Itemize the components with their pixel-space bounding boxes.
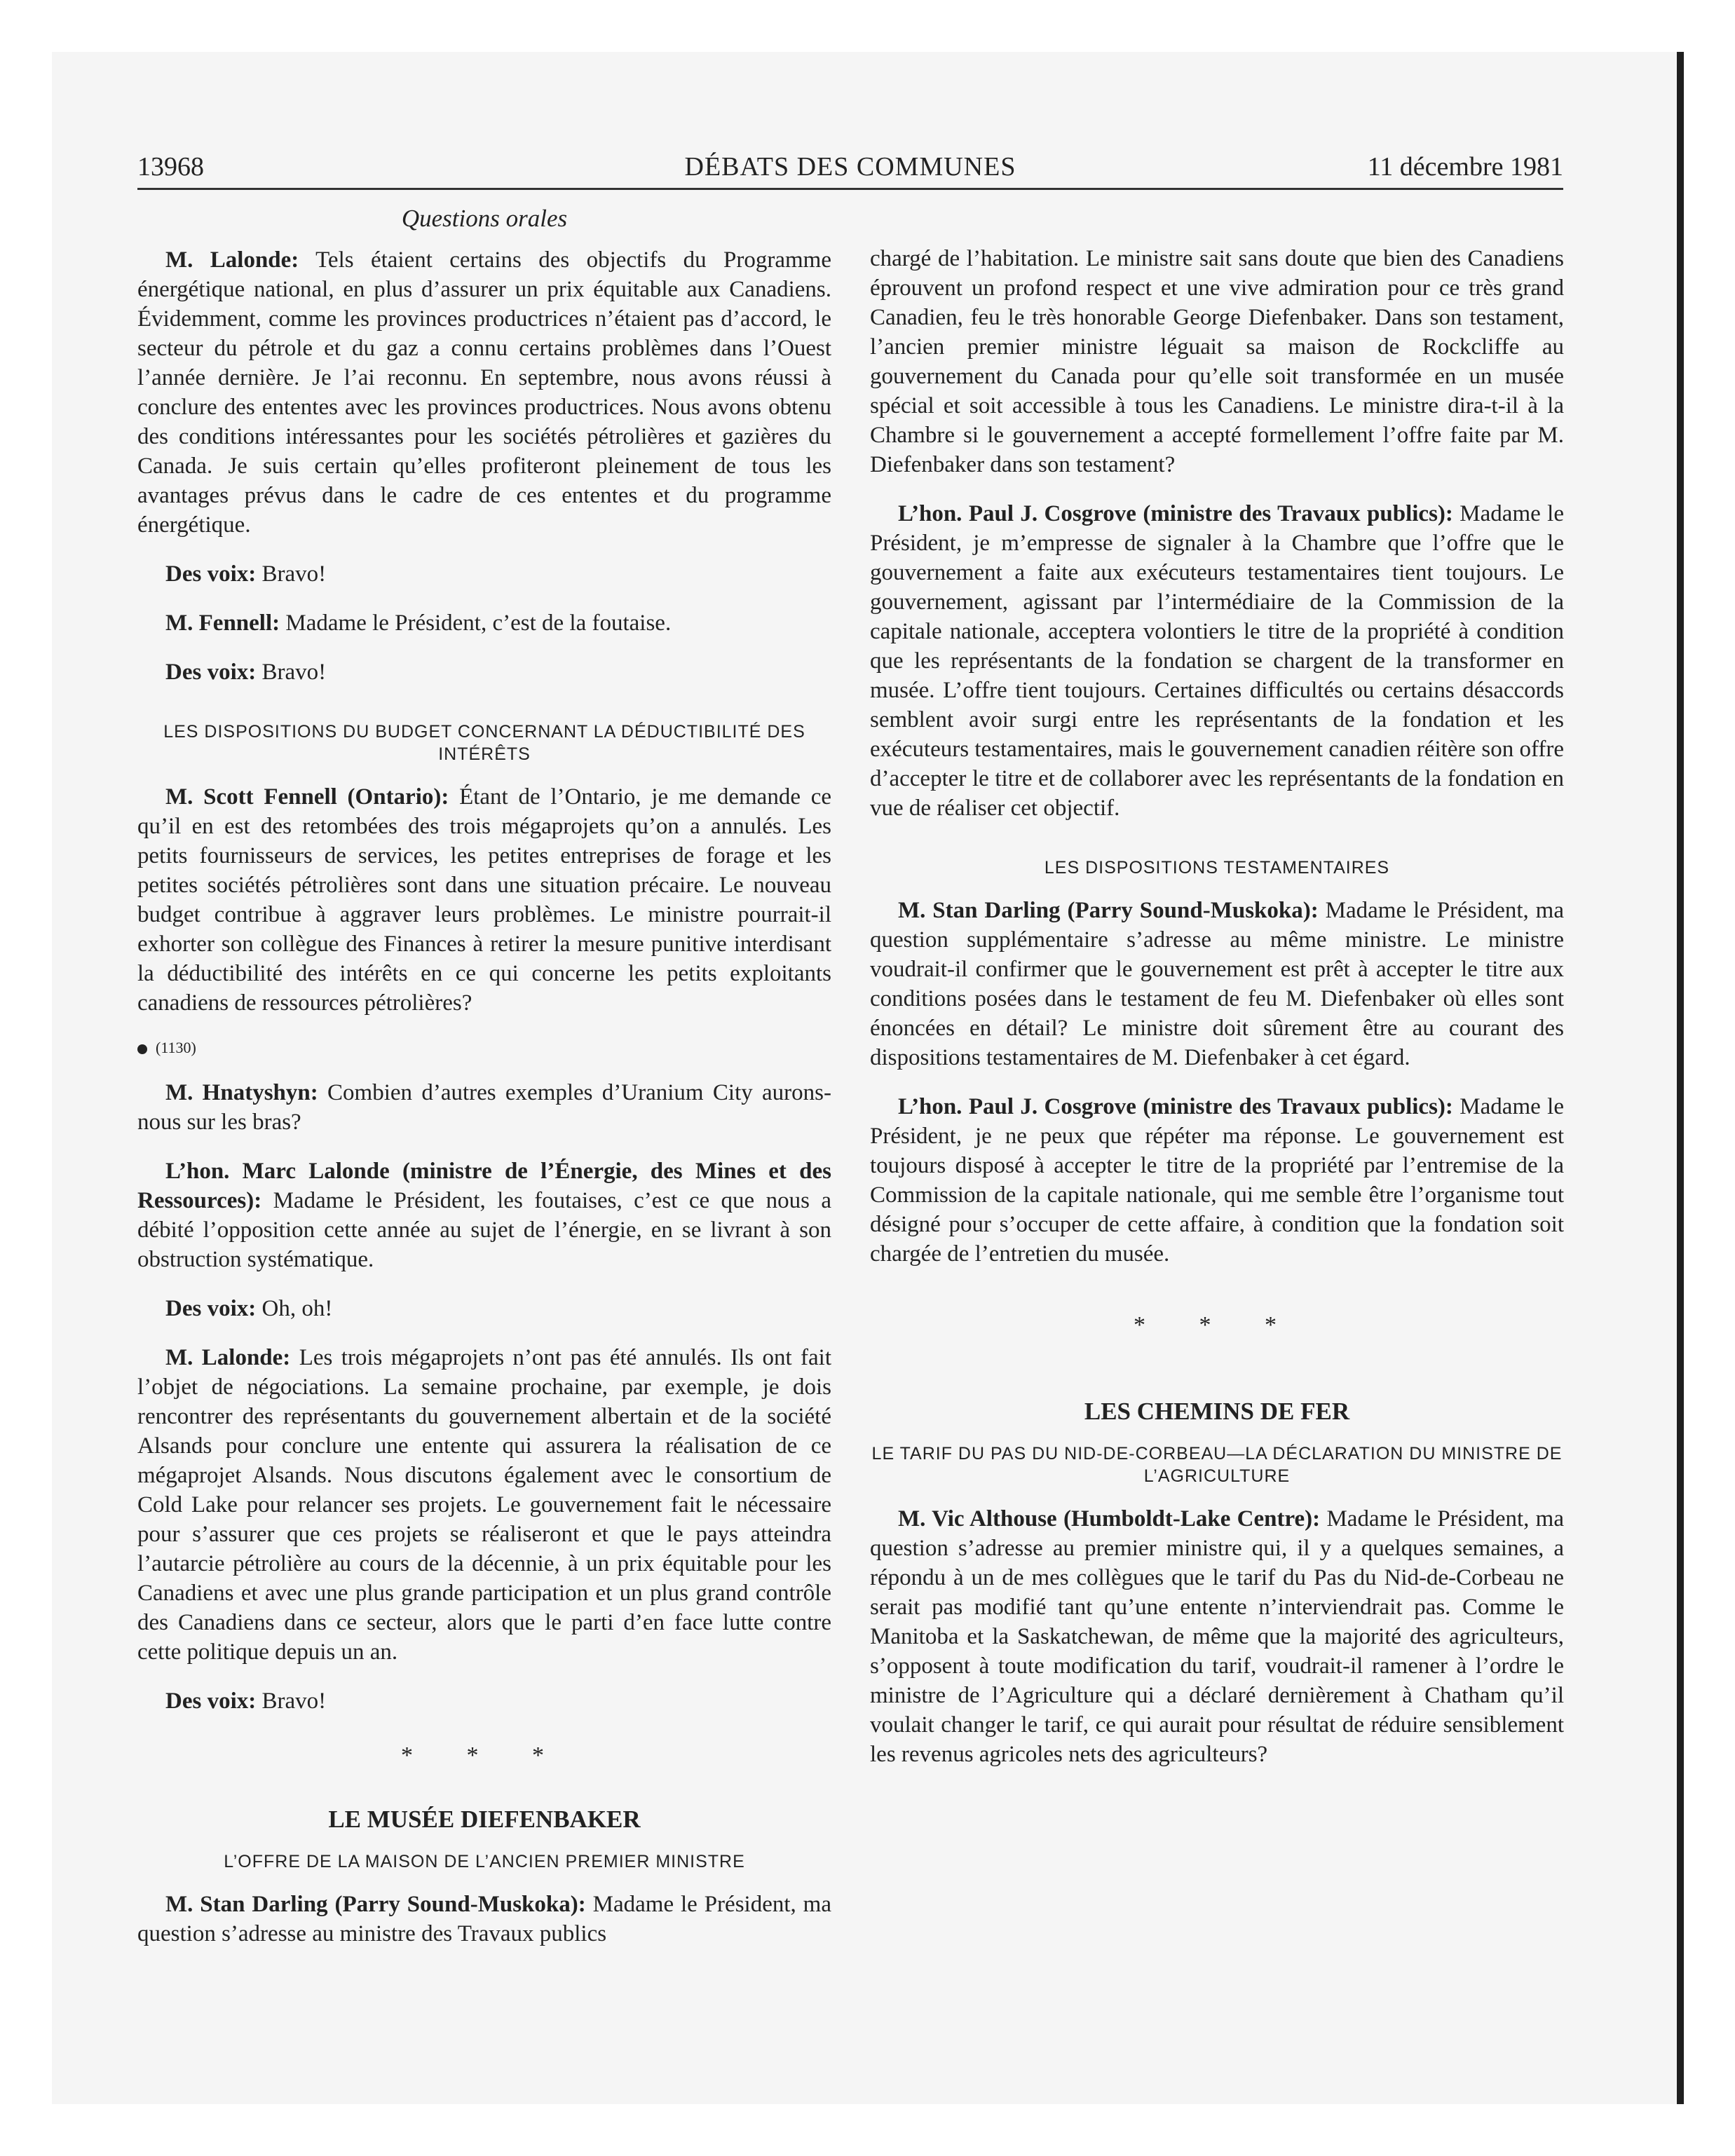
speech-text: Madame le Président, ma question s’adresse au premier ministre qui, il y a quelques semaines, a répondu à un de mes collègues que le tarif du Pas du Nid-de-Corbeau ne serait pas modifié tant qu’une entente n’interviendrait pas. Comme le Manitoba et la Saskatchewan, de même que la majorité des agriculteurs, s’opposent à toute modification du tarif, voudrait-il ramener à l’ordre le ministre de l’Agriculture qui a déclaré dernièrement à Chatham qu’il voulait changer le tarif, ce qui aurait pour résultat de réduire sensiblement les revenus agricoles nets des agriculteurs? (870, 1506, 1564, 1767)
speech-text: Bravo! (256, 660, 327, 685)
page-number: 13968 (137, 152, 204, 182)
speech-text: Oh, oh! (256, 1296, 333, 1321)
speech-text: Bravo! (256, 1688, 327, 1714)
publication-date: 11 décembre 1981 (1367, 152, 1563, 182)
speaker-name: Des voix: (165, 561, 257, 587)
scan-edge-bar (1677, 52, 1684, 2104)
paragraph (137, 559, 831, 589)
paragraph (137, 1157, 831, 1274)
speaker-name: Des voix: (165, 660, 257, 685)
paragraph (870, 1092, 1564, 1269)
speaker-name: Des voix: (165, 1296, 257, 1321)
running-head (137, 150, 1563, 189)
speech-text: Tels étaient certains des objectifs du Programme énergétique national, en plus d’assurer un prix équitable aux Canadiens. Évidemment, comme les provinces productrices n’étaient pas d’accord, le secteur du pétrole et du gaz a connu certains problèmes dans l’Ouest l’année dernière. Je l’ai reconnu. En septembre, nous avons réussi à conclure des ententes avec les provinces productrices. Nous avons obtenu des conditions intéressantes pour les sociétés pétrolières et gazières du Canada. Je suis certain qu’elles profiteront pleinement de tous les avantages prévus dans le cadre de ces ententes et du programme énergétique. (137, 247, 831, 538)
speaker-name: M. Lalonde: (165, 1345, 291, 1370)
speaker-name: M. Stan Darling (Parry Sound-Muskoka): (165, 1892, 586, 1917)
speech-text: Madame le Président, c’est de la foutaise. (280, 610, 672, 636)
publication-title: DÉBATS DES COMMUNES (684, 152, 1016, 182)
speech-text: Combien d’autres exemples d’Uranium City aurons-nous sur les bras? (137, 1080, 831, 1135)
right-column (870, 244, 1564, 1789)
paragraph (137, 1078, 831, 1137)
speech-text: Madame le Président, les foutaises, c’est ce que nous a débité l’opposition cette année au sujet de l’énergie, en se livrant à son obstruction systématique. (137, 1188, 831, 1272)
speech-text: chargé de l’habitation. Le ministre sait sans doute que bien des Canadiens éprouvent un profond respect et une vive admiration pour ce très grand Canadien, feu le très honorable George Diefenbaker. Dans son testament, l’ancien premier ministre léguait sa maison de Rockcliffe au gouvernement du Canada pour qu’elle soit transformée en un musée spécial et soit accessible à tous les Canadiens. Le ministre dira-t-il à la Chambre si le gouvernement a accepté formellement l’offre faite par M. Diefenbaker dans son testament? (870, 246, 1564, 477)
speaker-name: L’hon. Paul J. Cosgrove (ministre des Travaux publics): (898, 501, 1453, 526)
paragraph (870, 896, 1564, 1072)
speech-text: Bravo! (256, 561, 327, 587)
speech-text: Étant de l’Ontario, je me demande ce qu’il en est des retombées des trois mégaprojets qu’on a annulés. Les petits fournisseurs de services, les petites entreprises de forage et les petites sociétés pétrolières sont dans une situation précaire. Le nouveau budget contribue à aggraver leurs problèmes. Le ministre pourrait-il exhorter son collègue des Finances à retirer la mesure punitive interdisant la déductibilité des intérêts en ce qui concerne les petits exploitants canadiens de ressources pétrolières? (137, 784, 831, 1016)
speaker-name: M. Fennell: (165, 610, 280, 636)
section-heading: LE MUSÉE DIEFENBAKER (328, 1806, 641, 1833)
paragraph (870, 244, 1564, 479)
subject-rubric: LES DISPOSITIONS DU BUDGET CONCERNANT LA DÉDUCTIBILITÉ DES INTÉRÊTS (163, 722, 805, 764)
section-break: * * * (1134, 1312, 1300, 1338)
time-marker-text: (1130) (156, 1039, 196, 1056)
paragraph (137, 1890, 831, 1949)
speaker-name: M. Stan Darling (Parry Sound-Muskoka): (898, 898, 1319, 923)
header-rule (137, 188, 1563, 190)
time-marker (137, 1037, 831, 1058)
section-heading: LES CHEMINS DE FER (1084, 1398, 1350, 1425)
paragraph (137, 245, 831, 540)
speaker-name: L’hon. Paul J. Cosgrove (ministre des Travaux publics): (898, 1094, 1453, 1119)
speaker-name: M. Vic Althouse (Humboldt-Lake Centre): (898, 1506, 1321, 1531)
paragraph (137, 657, 831, 687)
bullet-icon (137, 1044, 147, 1054)
speaker-name: M. Hnatyshyn: (165, 1080, 318, 1105)
paragraph (137, 608, 831, 638)
section-break: * * * (401, 1742, 568, 1768)
document-page (137, 150, 1563, 2056)
speech-text: Les trois mégaprojets n’ont pas été annulés. Ils ont fait l’objet de négociations. La semaine prochaine, par exemple, je dois rencontrer des représentants du gouvernement albertain et de la société Alsands pour conclure une entente qui assurera la réalisation de ce mégaprojet Alsands. Nous discutons également avec le consortium de Cold Lake pour relancer ses projets. Le gouvernement fait le nécessaire pour s’assurer que ces projets se réaliseront et que le pays atteindra l’autarcie pétrolière au cours de la décennie, à un prix équitable pour les Canadiens et avec une plus grande participation et un plus grand contrôle des Canadiens dans ce secteur, alors que le parti d’en face lutte contre cette politique depuis un an. (137, 1345, 832, 1665)
paragraph (137, 1343, 831, 1667)
paragraph (137, 1294, 831, 1323)
subject-rubric: LES DISPOSITIONS TESTAMENTAIRES (1044, 858, 1390, 878)
speaker-name: M. Lalonde: (165, 247, 299, 273)
speech-text: Madame le Président, je m’empresse de signaler à la Chambre que l’offre que le gouvernement a faite aux exécuteurs testamentaires tient toujours. Le gouvernement, agissant par l’intermédiaire de la Commission de la capitale nationale, acceptera volontiers le titre de la propriété à condition que les représentants de la fondation se chargent de la transformer en musée. L’offre tient toujours. Certaines difficultés ou certains désaccords semblent avoir surgi entre les représentants de la fondation et les exécuteurs testamentaires, mais le gouvernement canadien réitère son offre d’accepter le titre et de collaborer avec les représentants de la fondation en vue de réaliser cet objectif. (870, 501, 1564, 821)
paragraph (137, 782, 831, 1018)
subject-rubric: LE TARIF DU PAS DU NID-DE-CORBEAU—LA DÉCLARATION DU MINISTRE DE L’AGRICULTURE (871, 1444, 1563, 1486)
paragraph (137, 1686, 831, 1716)
paragraph (870, 1504, 1564, 1769)
speaker-name: L’hon. Marc Lalonde (ministre de l’Énergie, des Mines et des Ressources): (137, 1159, 831, 1213)
paragraph (870, 499, 1564, 823)
speech-text: Madame le Président, ma question s’adresse au ministre des Travaux publics (137, 1892, 831, 1946)
speaker-name: M. Scott Fennell (Ontario): (165, 784, 449, 810)
section-label: Questions orales (401, 205, 568, 232)
speech-text: Madame le Président, ma question supplémentaire s’adresse au même ministre. Le ministre voudrait-il confirmer que le gouvernement est prêt à accepter le titre aux conditions posées dans le testament de feu M. Diefenbaker où elles sont énoncées en détail? Le ministre doit sûrement être au courant des dispositions testamentaires de M. Diefenbaker à cet égard. (870, 898, 1564, 1070)
left-column (137, 203, 831, 1968)
speech-text: Madame le Président, je ne peux que répéter ma réponse. Le gouvernement est toujours disposé à accepter le titre de la propriété par l’entremise de la Commission de la capitale nationale, qui me semble être l’organisme tout désigné pour s’occuper de cette affaire, à condition que la fondation soit chargée de l’entretien du musée. (870, 1094, 1564, 1267)
speaker-name: Des voix: (165, 1688, 257, 1714)
subject-rubric: L’OFFRE DE LA MAISON DE L’ANCIEN PREMIER MINISTRE (224, 1852, 745, 1871)
